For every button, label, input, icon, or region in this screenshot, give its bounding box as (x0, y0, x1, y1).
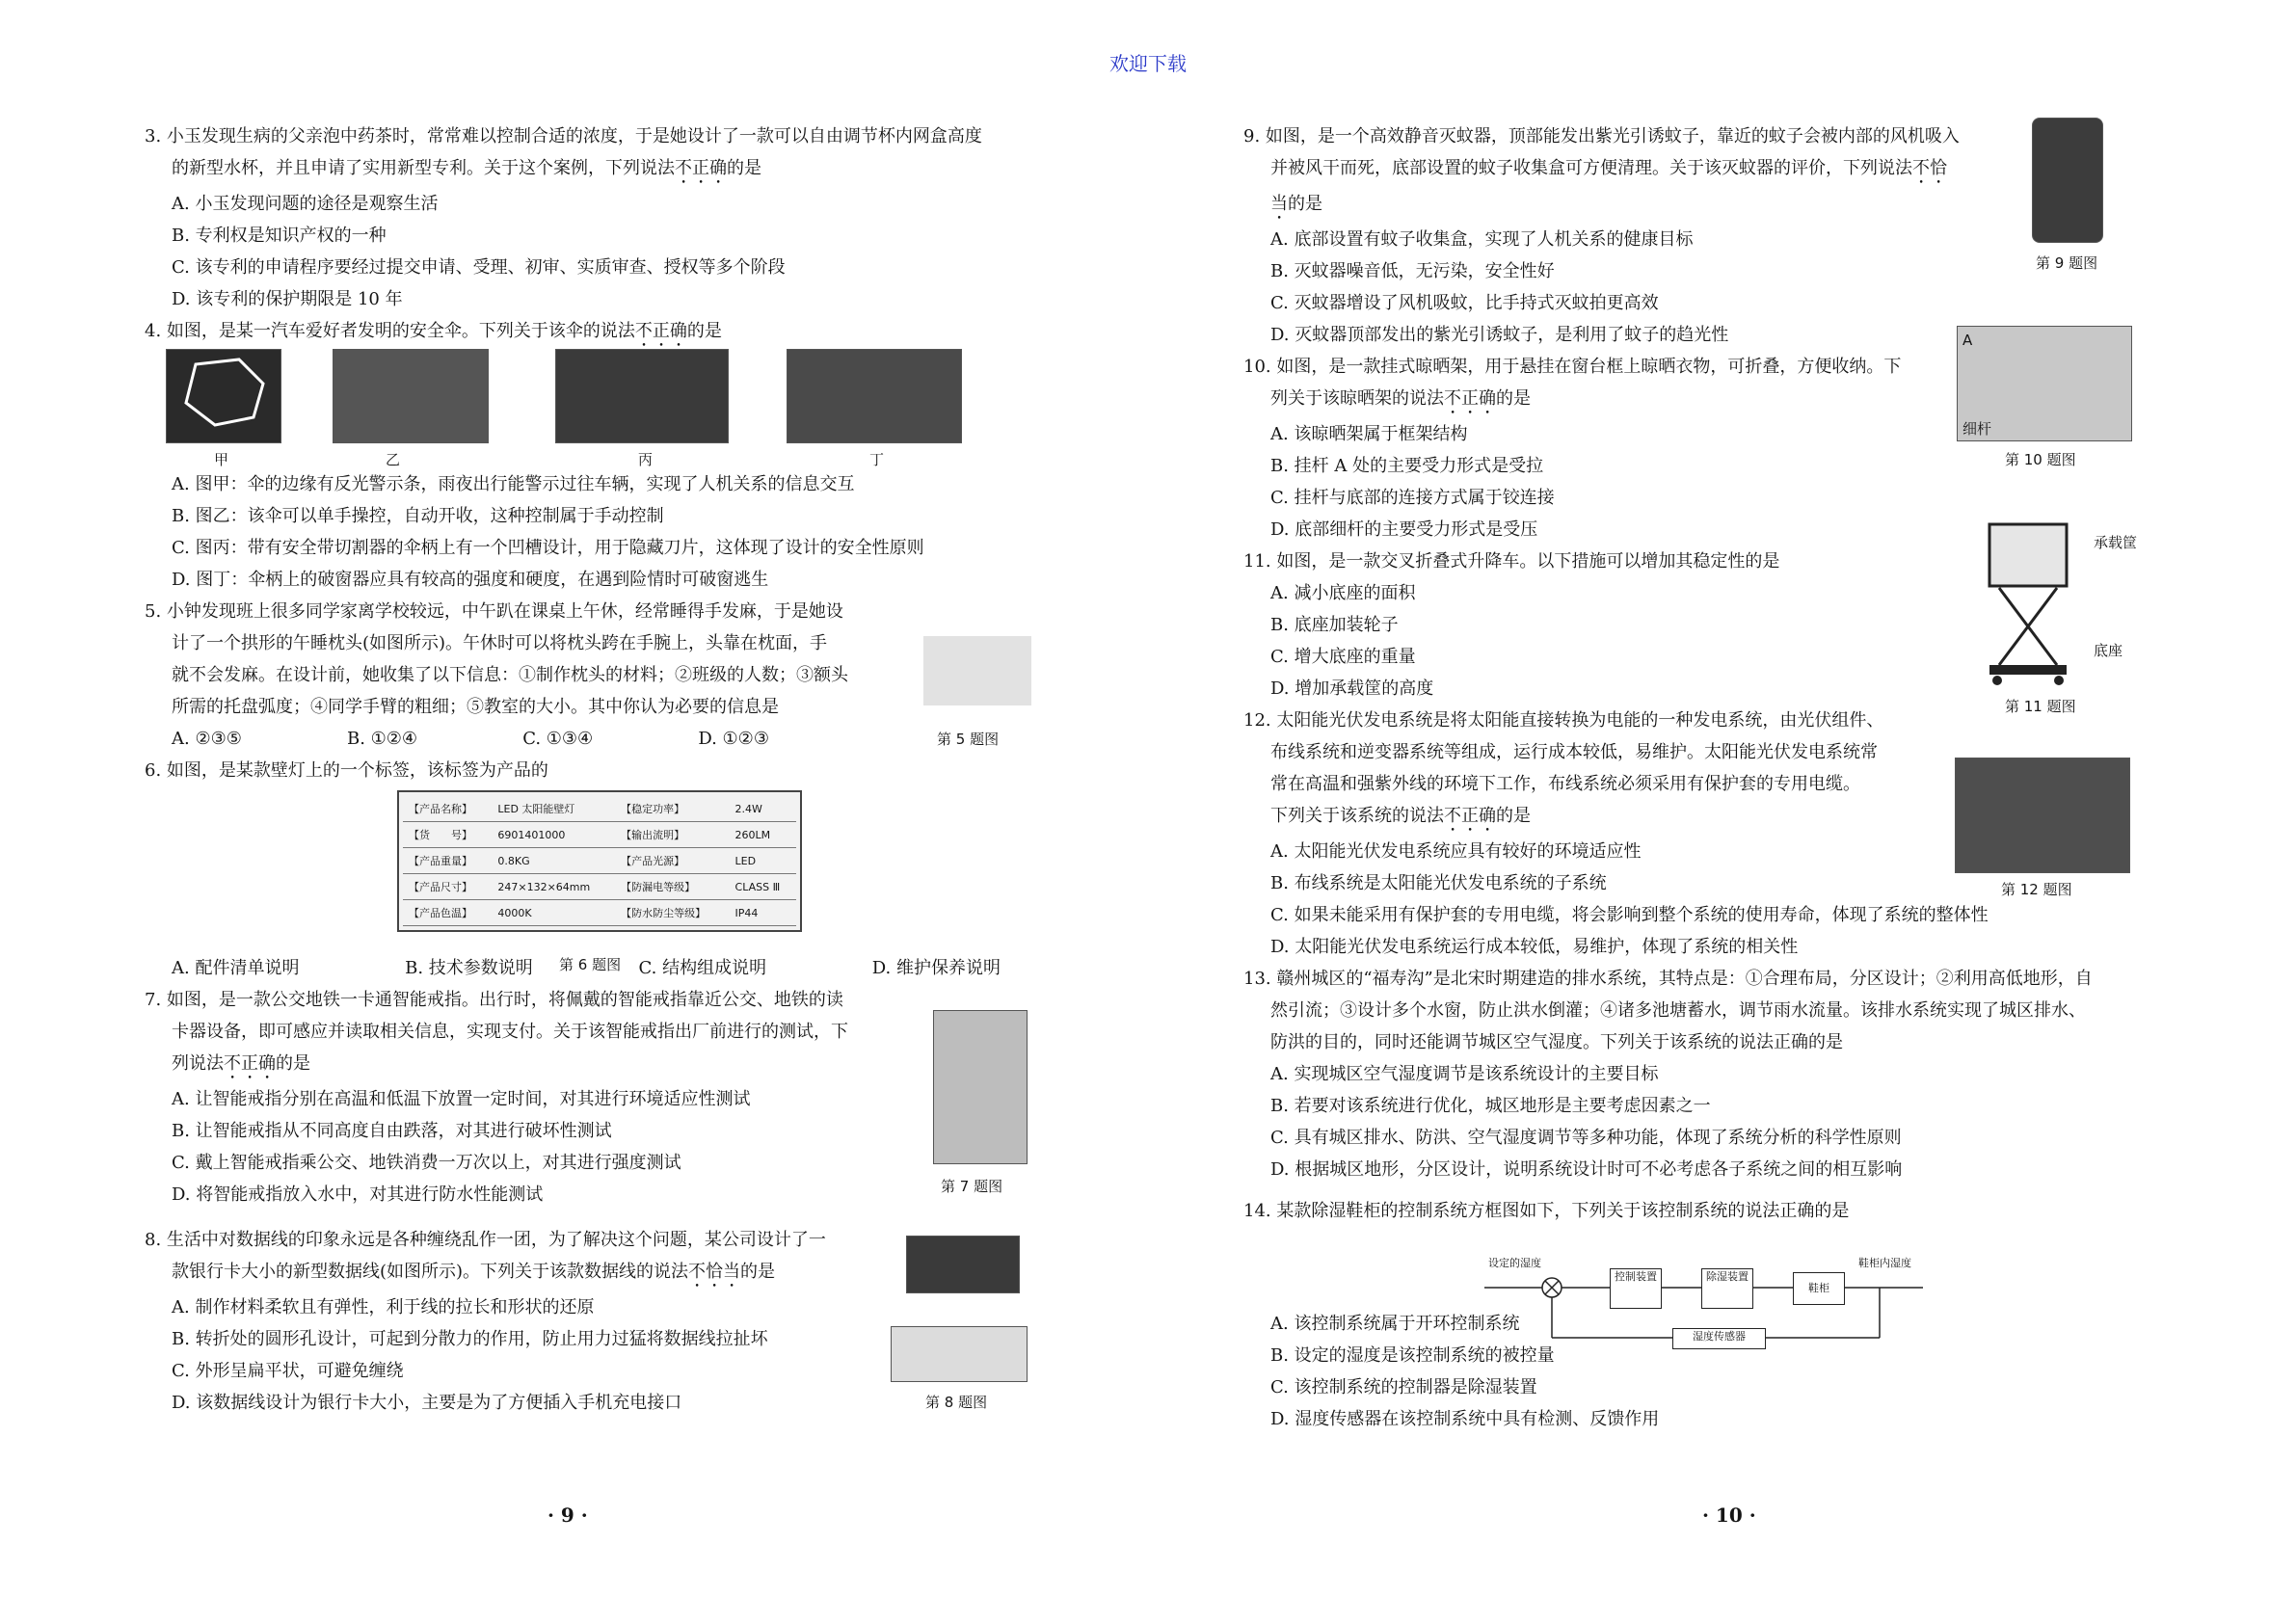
q8-option-d: D. 该数据线设计为银行卡大小，主要是为了方便插入手机充电接口 (172, 1393, 682, 1413)
q5-line3: 就不会发麻。在设计前，她收集了以下信息：①制作枕头的材料；②班级的人数；③额头 (172, 665, 848, 685)
q12-option-d: D. 太阳能光伏发电系统运行成本较低，易维护，体现了系统的相关性 (1270, 937, 1799, 957)
q4-option-b: B. 图乙：该伞可以单手操控，自动开收，这种控制属于手动控制 (172, 506, 664, 526)
q4-stem: 4. 如图，是某一汽车爱好者发明的安全伞。下列关于该伞的说法不正确的是 (145, 321, 722, 341)
diagram-input-label: 设定的湿度 (1488, 1257, 1541, 1269)
q10-caption: 第 10 题图 (2005, 451, 2076, 468)
q7-option-b: B. 让智能戒指从不同高度自由跌落，对其进行破坏性测试 (172, 1121, 612, 1141)
q14-stem: 14. 某款除湿鞋柜的控制系统方框图如下，下列关于该控制系统的说法正确的是 (1243, 1201, 1850, 1221)
q4-option-d: D. 图丁：伞柄上的破窗器应具有较高的强度和硬度，在遇到险情时可破窗逃生 (172, 570, 769, 590)
q6-spec-table (403, 796, 796, 926)
q5-option-d: D. ①②③ (698, 729, 769, 749)
q5-line2: 计了一个拱形的午睡枕头(如图所示)。午休时可以将枕头跨在手腕上，头靠在枕面，手 (172, 633, 828, 653)
q9-line3: 当的是 (1270, 194, 1322, 214)
q12-option-a: A. 太阳能光伏发电系统应具有较好的环境适应性 (1270, 841, 1642, 862)
q9-option-a: A. 底部设置有蚊子收集盒，实现了人机关系的健康目标 (1270, 229, 1694, 250)
q7-option-c: C. 戴上智能戒指乘公交、地铁消费一万次以上，对其进行强度测试 (172, 1153, 681, 1173)
q11-option-b: B. 底座加装轮子 (1270, 615, 1399, 635)
q13-line1: 13. 赣州城区的“福寿沟”是北宋时期建造的排水系统，其特点是：①合理布局，分区设计；②利用高低地形，自 (1243, 969, 2093, 989)
q7-line3: 列说法不正确的是 (172, 1053, 310, 1074)
q11-stem: 11. 如图，是一款交叉折叠式升降车。以下措施可以增加其稳定性的是 (1243, 551, 1780, 572)
q9-mosquito-killer-photo (2032, 118, 2103, 243)
q11-lift-cart-figure (1986, 520, 2070, 686)
q11-label-basket: 承载筐 (2094, 534, 2138, 551)
q4-photo-bing (555, 349, 729, 443)
q11-option-a: A. 减小底座的面积 (1270, 583, 1416, 603)
q3-stem-line1: 3. 小玉发现生病的父亲泡中药茶时，常常难以控制合适的浓度，于是她设计了一款可以自由调节杯内网盒高度 (145, 126, 982, 146)
diagram-actuator-block: 除湿装置 (1701, 1268, 1753, 1309)
q11-label-base: 底座 (2094, 642, 2123, 659)
q9-line2: 并被风干而死，底部设置的蚊子收集盒可方便清理。关于该灭蚊器的评价，下列说法不恰 (1270, 158, 1947, 178)
q8-option-b: B. 转折处的圆形孔设计，可起到分散力的作用，防止用力过猛将数据线拉扯坏 (172, 1329, 768, 1349)
q10-option-b: B. 挂杆 A 处的主要受力形式是受拉 (1270, 456, 1544, 476)
q7-option-a: A. 让智能戒指分别在高温和低温下放置一定时间，对其进行环境适应性测试 (172, 1089, 751, 1109)
q10-option-d: D. 底部细杆的主要受力形式是受压 (1270, 519, 1538, 540)
q5-line1: 5. 小钟发现班上很多同学家离学校较远，中午趴在课桌上午休，经常睡得手发麻，于是她设 (145, 601, 843, 622)
q8-option-c: C. 外形呈扁平状，可避免缠绕 (172, 1361, 404, 1381)
q5-caption: 第 5 题图 (937, 731, 1000, 748)
q8-option-a: A. 制作材料柔软且有弹性，利于线的拉长和形状的还原 (172, 1297, 595, 1317)
q14-option-a: A. 该控制系统属于开环控制系统 (1270, 1314, 1520, 1334)
q10-option-a: A. 该晾晒架属于框架结构 (1270, 424, 1468, 444)
q9-option-c: C. 灭蚊器增设了风机吸蚊，比手持式灭蚊拍更高效 (1270, 293, 1659, 313)
q5-option-b: B. ①②④ (346, 729, 418, 749)
lift-cart-image (1986, 520, 2070, 686)
q5-option-c: C. ①③④ (522, 729, 594, 749)
q3-option-c: C. 该专利的申请程序要经过提交申请、受理、初审、实质审查、授权等多个阶段 (172, 257, 786, 278)
q7-caption: 第 7 题图 (941, 1178, 1003, 1195)
page-header: 欢迎下载 (1109, 52, 1187, 75)
q4-label-bing: 丙 (638, 451, 654, 468)
q10-option-c: C. 挂杆与底部的连接方式属于铰连接 (1270, 488, 1555, 508)
q14-option-d: D. 湿度传感器在该控制系统中具有检测、反馈作用 (1270, 1409, 1660, 1429)
q9-caption: 第 9 题图 (2036, 254, 2098, 272)
q10-line2: 列关于该晾晒架的说法不正确的是 (1270, 388, 1531, 409)
q6-caption: 第 6 题图 (559, 956, 622, 973)
q5-line4: 所需的托盘弧度；④同学手臂的粗细；⑤教室的大小。其中你认为必要的信息是 (172, 697, 779, 717)
q7-line1: 7. 如图，是一款公交地铁一卡通智能戒指。出行时，将佩戴的智能戒指靠近公交、地铁的读 (145, 990, 843, 1010)
q14-option-b: B. 设定的湿度是该控制系统的被控量 (1270, 1345, 1555, 1366)
q12-line3: 常在高温和强紫外线的环境下工作，布线系统必须采用有保护套的专用电缆。 (1270, 774, 1860, 794)
umbrella-image (167, 350, 280, 442)
diagram-plant-block: 鞋柜 (1793, 1272, 1845, 1305)
table-row: 【产品色温】 4000K 【防水防尘等级】 IP44 (403, 900, 796, 926)
q13-line3: 防洪的目的，同时还能调节城区空气湿度。下列关于该系统的说法正确的是 (1270, 1032, 1843, 1052)
q9-option-b: B. 灭蚊器噪音低，无污染，安全性好 (1270, 261, 1555, 281)
q12-caption: 第 12 题图 (2001, 881, 2072, 898)
q5-options (172, 723, 769, 755)
q13-option-c: C. 具有城区排水、防洪、空气湿度调节等多种功能，体现了系统分析的科学性原则 (1270, 1128, 1902, 1148)
diagram-output-label: 鞋柜内湿度 (1858, 1257, 1911, 1269)
q12-line4: 下列关于该系统的说法不正确的是 (1270, 806, 1531, 826)
table-row: 【货 号】 6901401000 【输出流明】 260LM (403, 822, 796, 848)
q6-option-d: D. 维护保养说明 (871, 958, 1001, 978)
q12-option-c: C. 如果未能采用有保护套的专用电缆，将会影响到整个系统的使用寿命，体现了系统的整体性 (1270, 905, 1989, 925)
q10-line1: 10. 如图，是一款挂式晾晒架，用于悬挂在窗台框上晾晒衣物，可折叠，方便收纳。下 (1243, 357, 1902, 377)
q4-photo-yi (333, 349, 489, 443)
q3-option-d: D. 该专利的保护期限是 10 年 (172, 289, 403, 309)
q8-line2: 款银行卡大小的新型数据线(如图所示)。下列关于该款数据线的说法不恰当的是 (172, 1262, 776, 1282)
q11-caption: 第 11 题图 (2005, 698, 2076, 715)
q4-option-c: C. 图丙：带有安全带切割器的伞柄上有一个凹槽设计，用于隐藏刀片，这体现了设计的安全性原则 (172, 538, 924, 558)
q10-label-rod: 细杆 (1962, 420, 1992, 438)
diagram-controller-block: 控制装置 (1610, 1268, 1662, 1309)
left-page-text (145, 120, 1031, 1419)
q13-option-a: A. 实现城区空气湿度调节是该系统设计的主要目标 (1270, 1064, 1659, 1084)
q7-ring-photo (933, 1010, 1028, 1164)
q12-option-b: B. 布线系统是太阳能光伏发电系统的子系统 (1270, 873, 1607, 893)
q14-block-diagram (1484, 1257, 1928, 1355)
q4-label-jia: 甲 (214, 451, 229, 468)
q5-option-a: A. ②③⑤ (172, 729, 242, 749)
q8-line1: 8. 生活中对数据线的印象永远是各种缠绕乱作一团，为了解决这个问题，某公司设计了一 (145, 1230, 826, 1250)
table-row: 【产品尺寸】 247×132×64mm 【防漏电等级】 CLASS Ⅲ (403, 874, 796, 900)
q4-label-yi: 乙 (386, 451, 401, 468)
q5-pillow-photo (923, 636, 1031, 705)
page-number-left: · 9 · (547, 1503, 588, 1527)
q9-line1: 9. 如图，是一个高效静音灭蚊器，顶部能发出紫光引诱蚊子，靠近的蚊子会被内部的风机吸入 (1243, 126, 1960, 146)
q8-cable-photo-top (906, 1236, 1020, 1293)
q8-caption: 第 8 题图 (925, 1394, 988, 1411)
q6-option-a: A. 配件清单说明 (172, 958, 300, 978)
table-row: 【产品名称】 LED 太阳能壁灯 【稳定功率】 2.4W (403, 796, 796, 822)
diagram-sensor-block: 湿度传感器 (1672, 1328, 1766, 1349)
q11-option-c: C. 增大底座的重量 (1270, 647, 1416, 667)
q6-option-b: B. 技术参数说明 (405, 958, 533, 978)
q12-line2: 布线系统和逆变器系统等组成，运行成本较低，易维护。太阳能光伏发电系统常 (1270, 742, 1878, 762)
q7-option-d: D. 将智能戒指放入水中，对其进行防水性能测试 (172, 1184, 544, 1205)
q3-stem-line2: 的新型水杯，并且申请了实用新型专利。关于这个案例，下列说法不正确的是 (172, 158, 761, 178)
q8-cable-photo-bottom (891, 1326, 1028, 1382)
q3-option-a: A. 小玉发现问题的途径是观察生活 (172, 194, 439, 214)
q14-option-c: C. 该控制系统的控制器是除湿装置 (1270, 1377, 1537, 1397)
table-row: 【产品重量】 0.8KG 【产品光源】 LED (403, 848, 796, 874)
q13-option-b: B. 若要对该系统进行优化，城区地形是主要考虑因素之一 (1270, 1096, 1711, 1116)
q4-option-a: A. 图甲：伞的边缘有反光警示条，雨夜出行能警示过往车辆，实现了人机关系的信息交互 (172, 474, 855, 494)
q6-option-c: C. 结构组成说明 (638, 958, 767, 978)
q10-label-a: A (1962, 332, 1973, 349)
q13-option-d: D. 根据城区地形，分区设计，说明系统设计时可不必考虑各子系统之间的相互影响 (1270, 1159, 1903, 1180)
page-number-right: · 10 · (1702, 1503, 1756, 1527)
q4-photo-jia (166, 349, 281, 443)
q3-option-b: B. 专利权是知识产权的一种 (172, 226, 387, 246)
q12-solar-photo (1955, 758, 2130, 873)
q7-line2: 卡器设备，即可感应并读取相关信息，实现支付。关于该智能戒指出厂前进行的测试，下 (172, 1022, 848, 1042)
q9-option-d: D. 灭蚊器顶部发出的紫光引诱蚊子，是利用了蚊子的趋光性 (1270, 325, 1729, 345)
q4-label-ding: 丁 (869, 451, 885, 468)
q4-photo-ding (787, 349, 962, 443)
q6-stem: 6. 如图，是某款壁灯上的一个标签，该标签为产品的 (145, 760, 548, 781)
q12-line1: 12. 太阳能光伏发电系统是将太阳能直接转换为电能的一种发电系统，由光伏组件、 (1243, 710, 1884, 731)
q13-line2: 然引流；③设计多个水窗，防止洪水倒灌；④诸多池塘蓄水，调节雨水流量。该排水系统实现了城区排水、 (1270, 1000, 2086, 1021)
q6-spec-label (397, 790, 802, 932)
q11-option-d: D. 增加承载筐的高度 (1270, 678, 1434, 699)
